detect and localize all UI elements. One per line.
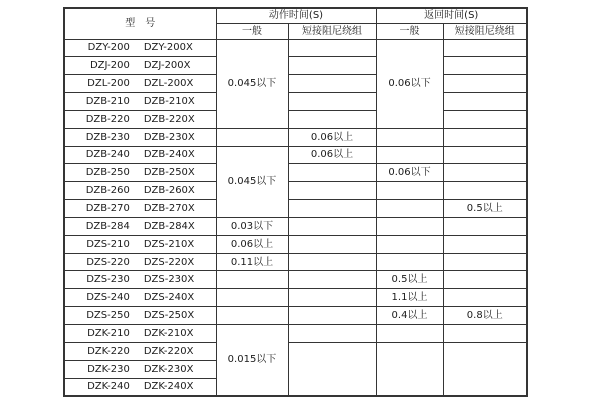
return-damping-cell (443, 325, 527, 343)
model-name: DZB-240 (85, 149, 130, 161)
model-cell (64, 200, 216, 218)
return-damping-cell (443, 146, 527, 164)
action-damping-cell: 0.06以上 (288, 128, 376, 146)
return-general-cell: 1.1以上 (376, 289, 443, 307)
table-row (64, 342, 527, 360)
model-name: DZS-250 (86, 310, 130, 322)
table-row (64, 39, 527, 57)
header-row-groups (64, 8, 527, 23)
model-cell (64, 253, 216, 271)
model-name: DZK-220 (87, 345, 130, 357)
action-general-cell: 0.045以下 (216, 39, 288, 128)
model-cell (64, 271, 216, 289)
action-damping-cell (288, 253, 376, 271)
model-name-x: DZK-220X (143, 345, 194, 357)
action-damping-cell (288, 182, 376, 200)
model-name: DZS-230 (86, 274, 130, 286)
action-general-cell: 0.11以上 (216, 253, 288, 271)
return-damping-header: 短接阻尼绕组 (443, 23, 527, 39)
return-general-cell (376, 200, 443, 218)
model-name-x: DZB-270X (143, 203, 195, 215)
model-name-x: DZB-220X (143, 113, 195, 125)
return-damping-cell (443, 253, 527, 271)
return-damping-cell (443, 289, 527, 307)
table-row (64, 110, 527, 128)
return-general-cell (376, 146, 443, 164)
return-damping-cell (443, 75, 527, 93)
table-row (64, 146, 527, 164)
return-general-cell (376, 325, 443, 343)
action-damping-cell (288, 75, 376, 93)
model-name-x: DZS-210X (143, 238, 195, 250)
model-name: DZB-250 (85, 167, 130, 179)
model-cell (64, 235, 216, 253)
model-cell (64, 57, 216, 75)
model-name: DZK-210 (87, 327, 130, 339)
table-row (64, 57, 527, 75)
action-damping-cell (288, 39, 376, 57)
model-name: DZB-260 (85, 185, 130, 197)
model-name-x: DZS-240X (143, 292, 195, 304)
action-damping-cell (288, 110, 376, 128)
return-damping-cell (443, 342, 527, 396)
table-row (64, 75, 527, 93)
action-general-cell (216, 128, 288, 146)
action-damping-cell (288, 57, 376, 75)
model-cell (64, 164, 216, 182)
table-row (64, 253, 527, 271)
table-row (64, 182, 527, 200)
model-name-x: DZS-230X (143, 274, 195, 286)
model-cell (64, 75, 216, 93)
model-name-x: DZK-230X (143, 363, 194, 375)
model-name-x: DZB-284X (143, 220, 195, 232)
model-name: DZB-230 (85, 131, 130, 143)
return-general-cell: 0.06以下 (376, 39, 443, 128)
model-cell (64, 325, 216, 343)
model-name-x: DZB-210X (143, 95, 195, 107)
model-name: DZB-210 (85, 95, 130, 107)
action-damping-cell (288, 289, 376, 307)
table-row (64, 271, 527, 289)
table-row (64, 235, 527, 253)
return-general-cell (376, 182, 443, 200)
return-general-cell (376, 128, 443, 146)
model-cell (64, 39, 216, 57)
model-cell (64, 378, 216, 396)
action-general-cell: 0.045以下 (216, 146, 288, 217)
table-row (64, 289, 527, 307)
model-name-x: DZB-250X (143, 167, 195, 179)
model-cell (64, 182, 216, 200)
return-general-cell: 0.06以下 (376, 164, 443, 182)
model-name-x: DZB-260X (143, 185, 195, 197)
model-name-x: DZS-220X (143, 256, 195, 268)
action-damping-cell (288, 200, 376, 218)
model-cell (64, 93, 216, 111)
return-general-header: 一般 (376, 23, 443, 39)
model-cell (64, 360, 216, 378)
return-damping-cell (443, 217, 527, 235)
table-row (64, 307, 527, 325)
return-damping-cell: 0.5以上 (443, 200, 527, 218)
action-general-cell: 0.03以下 (216, 217, 288, 235)
action-damping-cell: 0.06以上 (288, 146, 376, 164)
model-cell (64, 307, 216, 325)
action-damping-header: 短接阻尼绕组 (288, 23, 376, 39)
return-damping-cell (443, 235, 527, 253)
return-general-cell (376, 342, 443, 396)
return-damping-cell (443, 110, 527, 128)
return-damping-cell (443, 57, 527, 75)
model-cell (64, 289, 216, 307)
action-damping-cell (288, 235, 376, 253)
model-name: DZB-270 (85, 203, 130, 215)
model-name-x: DZJ-200X (143, 60, 191, 72)
action-general-cell (216, 289, 288, 307)
table-row (64, 93, 527, 111)
model-name: DZK-240 (87, 381, 130, 393)
table-row (64, 325, 527, 343)
model-cell (64, 146, 216, 164)
action-damping-cell (288, 307, 376, 325)
return-damping-cell (443, 93, 527, 111)
action-general-cell: 0.015以下 (216, 325, 288, 396)
return-damping-cell (443, 271, 527, 289)
table-row (64, 217, 527, 235)
return-damping-cell (443, 182, 527, 200)
model-name-x: DZY-200X (143, 42, 193, 54)
action-general-cell: 0.06以上 (216, 235, 288, 253)
action-general-cell (216, 307, 288, 325)
return-general-cell: 0.4以上 (376, 307, 443, 325)
model-name: DZJ-200 (89, 60, 130, 72)
model-name: DZB-220 (85, 113, 130, 125)
model-name-x: DZK-210X (143, 327, 194, 339)
model-name: DZS-210 (86, 238, 130, 250)
model-name: DZB-284 (85, 220, 130, 232)
return-general-cell (376, 235, 443, 253)
model-column-header: 型 号 (64, 8, 216, 39)
return-damping-cell (443, 39, 527, 57)
model-cell (64, 128, 216, 146)
table-row (64, 128, 527, 146)
model-cell (64, 217, 216, 235)
action-time-group-header: 动作时间(S) (216, 8, 376, 23)
action-damping-cell (288, 271, 376, 289)
model-cell (64, 342, 216, 360)
return-general-cell (376, 253, 443, 271)
model-name-x: DZS-250X (143, 310, 195, 322)
model-name-x: DZB-240X (143, 149, 195, 161)
action-damping-cell (288, 342, 376, 396)
action-damping-cell (288, 164, 376, 182)
model-cell (64, 110, 216, 128)
return-damping-cell (443, 128, 527, 146)
action-damping-cell (288, 325, 376, 343)
return-time-group-header: 返回时间(S) (376, 8, 527, 23)
model-name-x: DZB-230X (143, 131, 195, 143)
table-row (64, 164, 527, 182)
return-general-cell (376, 217, 443, 235)
table-row (64, 200, 527, 218)
model-name: DZK-230 (87, 363, 130, 375)
return-damping-cell (443, 164, 527, 182)
model-name: DZL-200 (87, 78, 130, 90)
action-general-header: 一般 (216, 23, 288, 39)
action-damping-cell (288, 217, 376, 235)
action-damping-cell (288, 93, 376, 111)
model-name-x: DZL-200X (143, 78, 194, 90)
model-name: DZY-200 (87, 42, 130, 54)
model-name: DZS-220 (86, 256, 130, 268)
return-general-cell: 0.5以上 (376, 271, 443, 289)
spec-table (63, 7, 528, 397)
model-name-x: DZK-240X (143, 381, 194, 393)
action-general-cell (216, 271, 288, 289)
model-name: DZS-240 (86, 292, 130, 304)
return-damping-cell: 0.8以上 (443, 307, 527, 325)
